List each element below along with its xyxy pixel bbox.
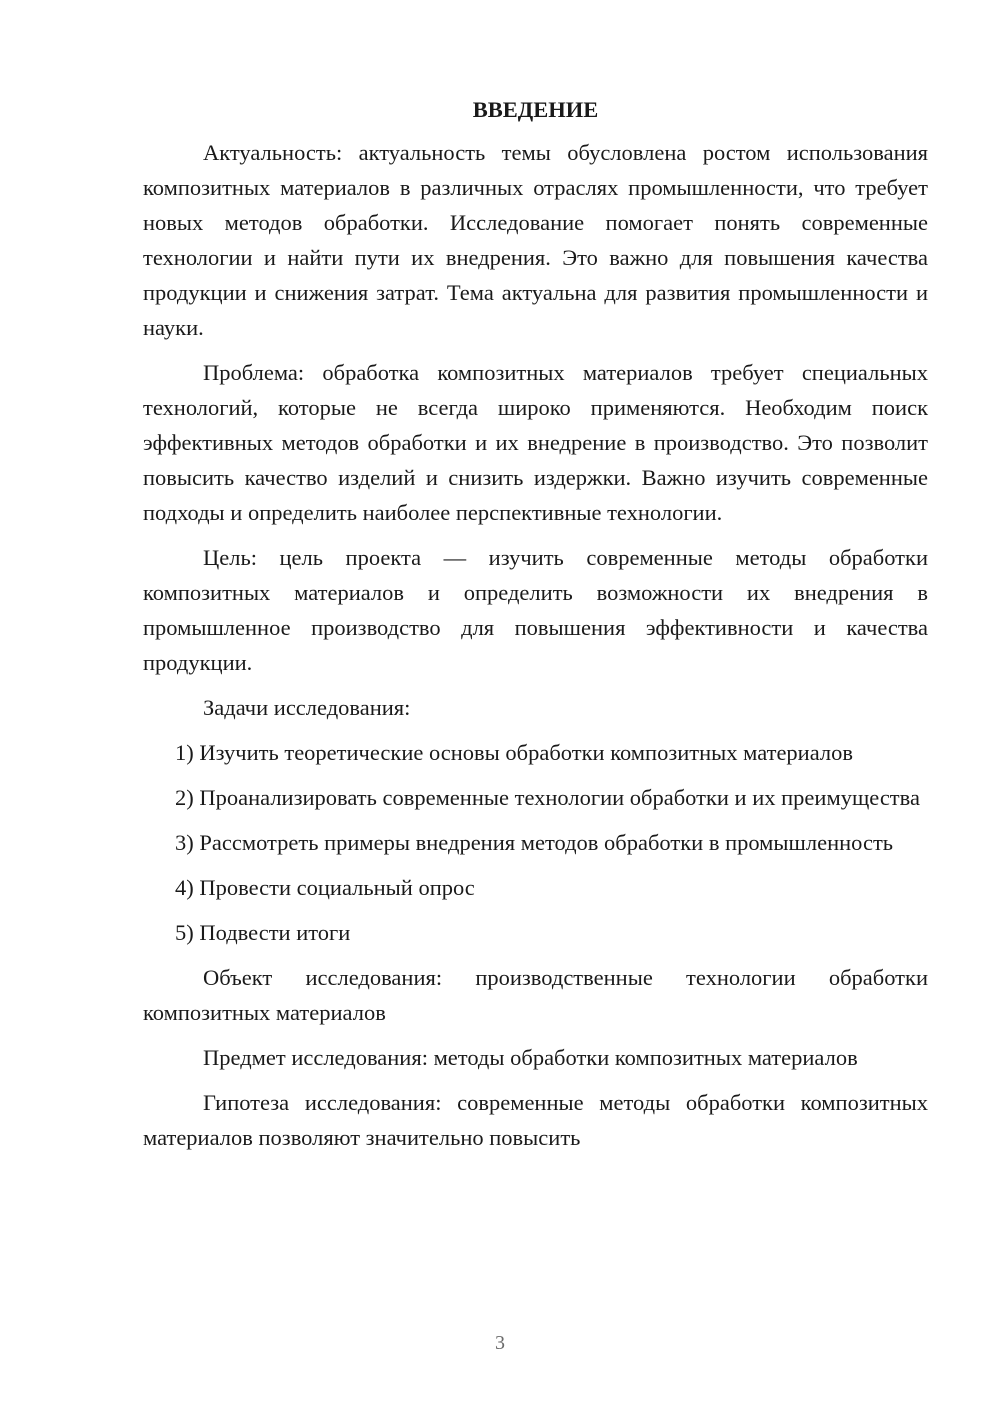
paragraph-hypothesis: Гипотеза исследования: современные методы обработки композитных материалов позволяют значительно повысить	[143, 1090, 928, 1150]
paragraph-subject: Предмет исследования: методы обработки композитных материалов	[203, 1045, 858, 1070]
tasks-heading: Задачи исследования:	[203, 695, 411, 720]
paragraph-relevance: Актуальность: актуальность темы обусловлена ростом использования композитных материалов в различных отраслях промышленности, что требует новых методов обработки. Исследование помогает понять современные технологии и найти пути их внедрения. Это важно для повышения качества продукции и снижения затрат. Тема актуальна для развития промышленности и науки.	[143, 140, 928, 340]
task-item: 2) Проанализировать современные технологии обработки и их преимущества	[175, 785, 920, 810]
paragraph-problem: Проблема: обработка композитных материалов требует специальных технологий, которые не всегда широко применяются. Необходим поиск эффективных методов обработки и их внедрение в производство. Это позволит повысить качество изделий и снизить издержки. Важно изучить современные подходы и определить наиболее перспективные технологии.	[143, 360, 928, 525]
task-item: 1) Изучить теоретические основы обработки композитных материалов	[175, 740, 854, 765]
section-title: ВВЕДЕНИЕ	[472, 97, 599, 122]
page-number: 3	[495, 1332, 505, 1354]
task-item: 5) Подвести итоги	[175, 920, 351, 945]
task-item: 4) Провести социальный опрос	[175, 875, 475, 900]
document-page	[143, 92, 928, 1165]
paragraph-object: Объект исследования: производственные технологии обработки композитных материалов	[143, 965, 928, 1025]
task-item: 3) Рассмотреть примеры внедрения методов обработки в промышленность	[175, 830, 894, 855]
paragraph-goal: Цель: цель проекта — изучить современные методы обработки композитных материалов и определить возможности их внедрения в промышленное производство для повышения эффективности и качества продукции.	[143, 545, 928, 675]
